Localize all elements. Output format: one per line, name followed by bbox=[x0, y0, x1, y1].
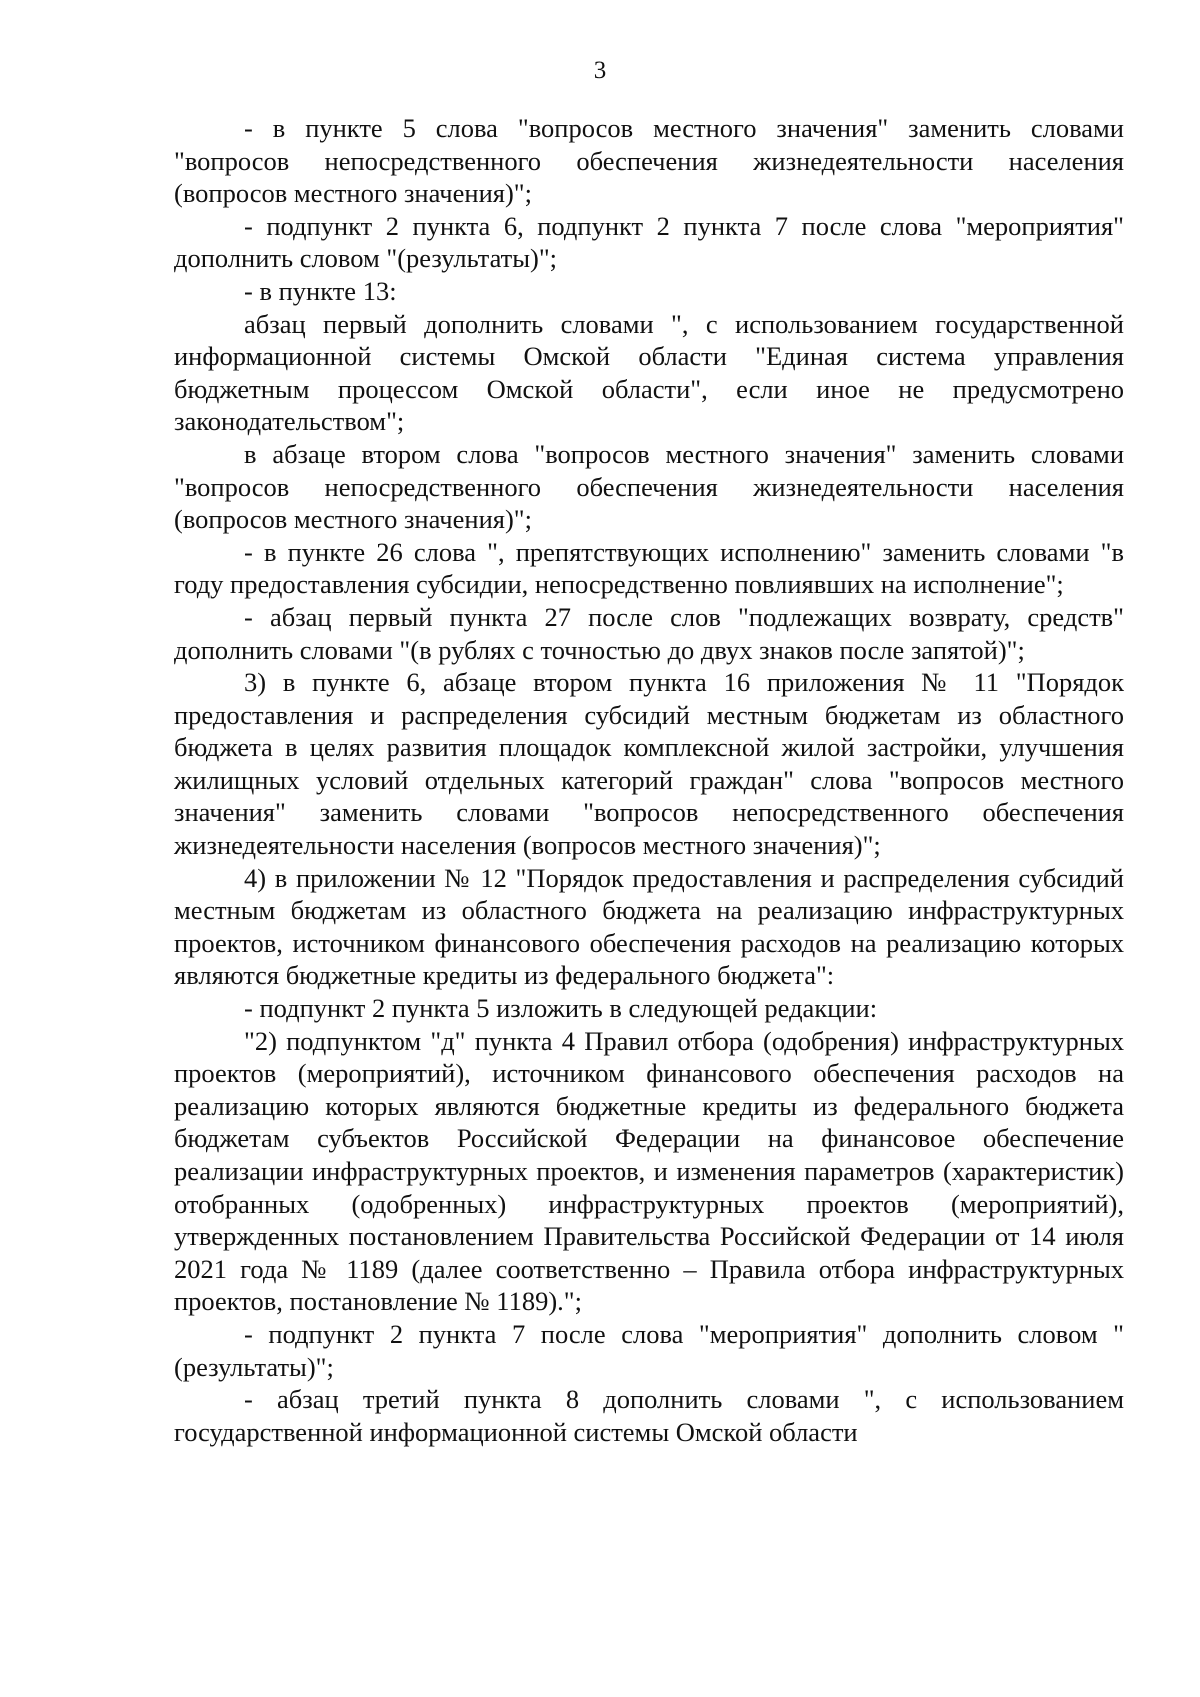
paragraph: - абзац первый пункта 27 после слов "подлежащих возврату, средств" дополнить словами "(в рублях с точностью до двух знаков после запятой)"; bbox=[174, 601, 1124, 665]
paragraph: "2) подпунктом "д" пункта 4 Правил отбора (одобрения) инфраструктурных проектов (мероприятий), источником финансового обеспечения расходов на реализацию которых являются бюджетные кредиты из федерального бюджета бюджетам субъектов Российской Федерации на финансовое обеспечение реализации инфраструктурных проектов, и изменения параметров (характеристик) отобранных (одобренных) инфраструктурных проектов (мероприятий), утвержденных постановлением Правительства Российской Федерации от 14 июля 2021 года № 1189 (далее соответственно – Правила отбора инфраструктурных проектов, постановление № 1189)."; bbox=[174, 1025, 1124, 1317]
paragraph: 3) в пункте 6, абзаце втором пункта 16 приложения № 11 "Порядок предоставления и распределения субсидий местным бюджетам из областного бюджета в целях развития площадок комплексной жилой застройки, улучшения жилищных условий отдельных категорий граждан" слова "вопросов местного значения" заменить словами "вопросов непосредственного обеспечения жизнедеятельности населения (вопросов местного значения)"; bbox=[174, 667, 1124, 861]
paragraph: 4) в приложении № 12 "Порядок предоставления и распределения субсидий местным бюджетам из областного бюджета на реализацию инфраструктурных проектов, источником финансового обеспечения расходов на реализацию которых являются бюджетные кредиты из федерального бюджета": bbox=[174, 862, 1124, 991]
paragraph: - подпункт 2 пункта 5 изложить в следующей редакции: bbox=[244, 993, 878, 1024]
paragraph: в абзаце втором слова "вопросов местного значения" заменить словами "вопросов непосредственного обеспечения жизнедеятельности населения (вопросов местного значения)"; bbox=[174, 438, 1124, 535]
paragraph: абзац первый дополнить словами ", с использованием государственной информационной системы Омской области "Единая система управления бюджетным процессом Омской области", если иное не предусмотрено законодательством"; bbox=[174, 308, 1124, 437]
paragraph: - подпункт 2 пункта 6, подпункт 2 пункта 7 после слова "мероприятия" дополнить словом "(результаты)"; bbox=[174, 210, 1124, 274]
paragraph: - подпункт 2 пункта 7 после слова "мероприятия" дополнить словом "(результаты)"; bbox=[174, 1318, 1124, 1382]
page-number: 3 bbox=[593, 57, 607, 84]
paragraph: - абзац третий пункта 8 дополнить словами ", с использованием государственной информационной системы Омской области bbox=[174, 1384, 1124, 1447]
paragraph: - в пункте 13: bbox=[244, 275, 397, 306]
paragraph: - в пункте 5 слова "вопросов местного значения" заменить словами "вопросов непосредственного обеспечения жизнедеятельности населения (вопросов местного значения)"; bbox=[174, 113, 1124, 209]
document-body bbox=[174, 112, 1124, 1448]
paragraph: - в пункте 26 слова ", препятствующих исполнению" заменить словами "в году предоставления субсидии, непосредственно повлиявших на исполнение"; bbox=[174, 536, 1124, 600]
